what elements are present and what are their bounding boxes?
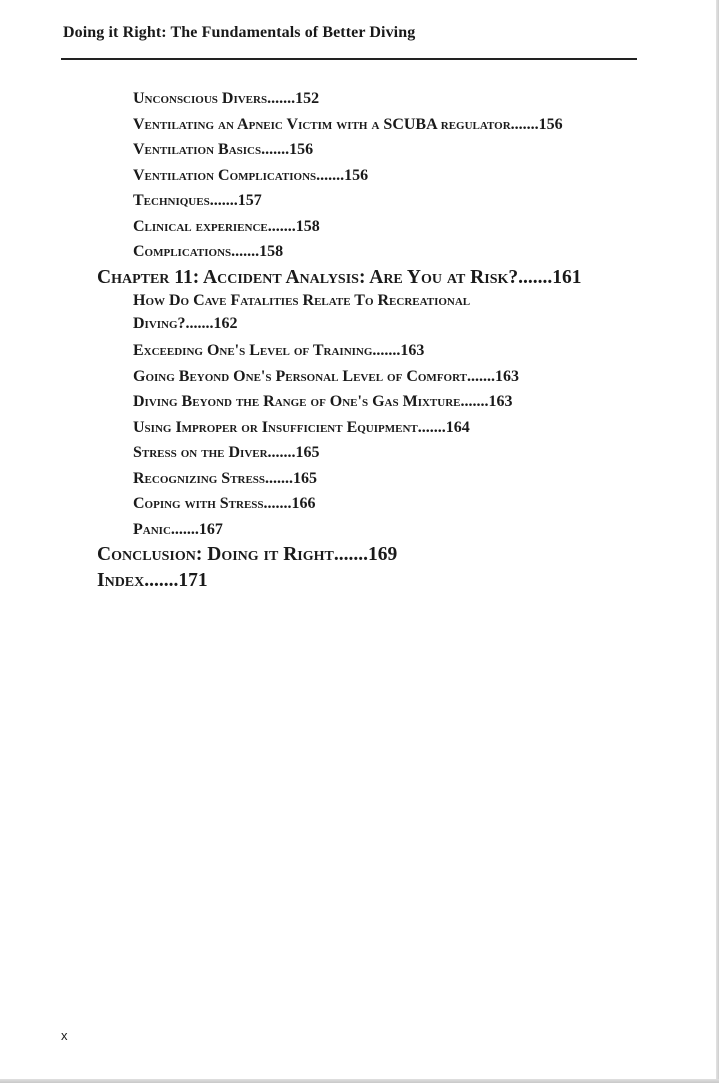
toc-entry[interactable]: Techniques.......157 bbox=[133, 192, 262, 209]
toc-entry[interactable]: Ventilating an Apneic Victim with a SCUBA regulator.......156 bbox=[133, 115, 563, 133]
toc-chapter-entry[interactable]: Chapter 11: Accident Analysis: Are You at Risk?.......161 bbox=[97, 266, 582, 288]
header-rule bbox=[61, 58, 637, 60]
table-of-contents bbox=[0, 86, 719, 593]
toc-entry[interactable]: Going Beyond One's Personal Level of Comfort.......163 bbox=[133, 367, 519, 385]
toc-entry[interactable]: Panic.......167 bbox=[133, 520, 223, 538]
toc-entry[interactable]: Unconscious Divers.......152 bbox=[133, 90, 320, 107]
toc-entry[interactable]: Using Improper or Insufficient Equipment.......164 bbox=[133, 418, 470, 436]
page-edge-bottom bbox=[0, 1079, 719, 1083]
running-header: Doing it Right: The Fundamentals of Better Diving bbox=[63, 24, 416, 41]
toc-entry[interactable]: Exceeding One's Level of Training.......163 bbox=[133, 342, 425, 359]
toc-entry[interactable]: Coping with Stress.......166 bbox=[133, 495, 316, 512]
toc-entry[interactable]: Ventilation Basics.......156 bbox=[133, 141, 314, 158]
toc-entry[interactable]: Diving Beyond the Range of One's Gas Mixture.......163 bbox=[133, 393, 513, 410]
toc-entry[interactable]: Complications.......158 bbox=[133, 243, 284, 260]
page-number: x bbox=[61, 1028, 68, 1043]
toc-chapter-entry[interactable]: Index.......171 bbox=[97, 569, 208, 591]
toc-entry[interactable]: How Do Cave Fatalities Relate To Recreational Diving?.......162 bbox=[133, 292, 471, 332]
toc-entry[interactable]: Stress on the Diver.......165 bbox=[133, 444, 320, 461]
toc-entry[interactable]: Clinical experience.......158 bbox=[133, 217, 320, 235]
toc-entry[interactable]: Ventilation Complications.......156 bbox=[133, 166, 369, 184]
toc-chapter-entry[interactable]: Conclusion: Doing it Right.......169 bbox=[97, 544, 398, 565]
toc-entry[interactable]: Recognizing Stress.......165 bbox=[133, 469, 318, 487]
